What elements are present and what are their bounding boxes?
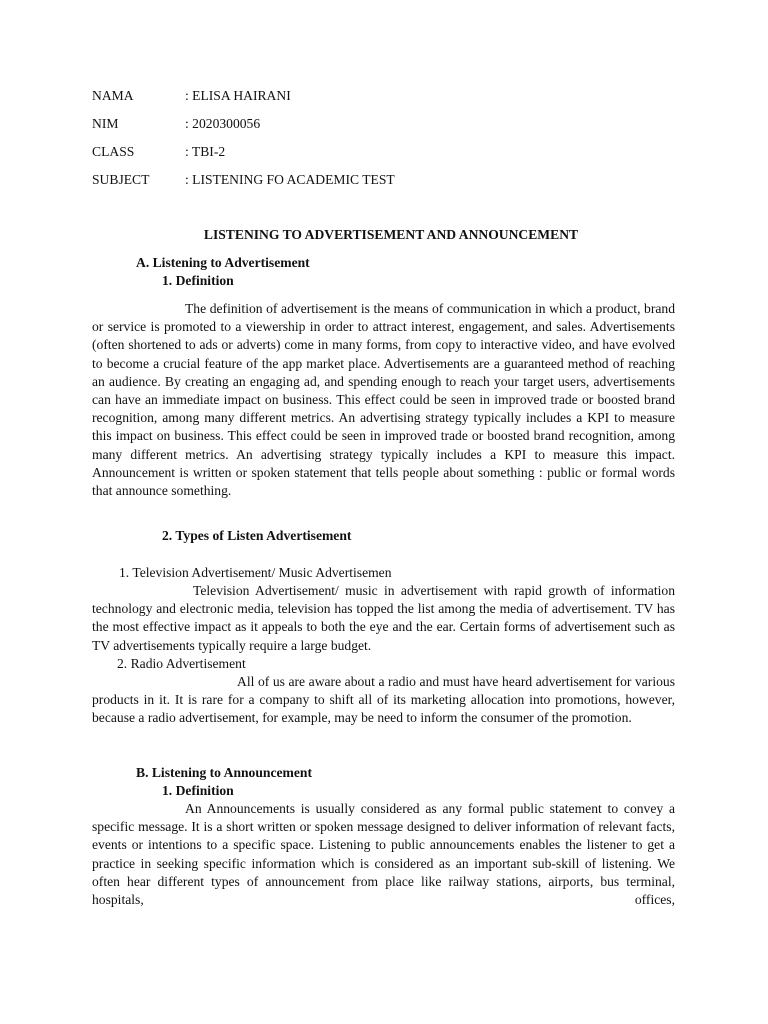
type-2-label: 2. Radio Advertisement [117, 656, 246, 671]
type-1-paragraph [92, 582, 675, 655]
document-title: LISTENING TO ADVERTISEMENT AND ANNOUNCEMENT [203, 227, 579, 242]
advertisement-definition-paragraph [92, 300, 675, 500]
info-row-nim [92, 115, 395, 143]
student-info-header [92, 87, 395, 199]
info-label: CLASS [92, 144, 135, 159]
section-a-definition-heading: 1. Definition [162, 273, 234, 288]
info-value: : LISTENING FO ACADEMIC TEST [185, 172, 395, 187]
paragraph-text: All of us are aware about a radio and must have heard advertisement for various products in it. It is rare for a company to shift all of its marketing allocation into promotions, however, because a radio advertisement, for example, may be need to inform the consumer of the promotion. [92, 674, 675, 726]
info-label: SUBJECT [92, 172, 150, 187]
info-label: NIM [92, 116, 119, 131]
type-1-label: 1. Television Advertisement/ Music Advertisemen [119, 565, 392, 580]
info-row-nama [92, 87, 395, 115]
info-value: : ELISA HAIRANI [185, 88, 291, 103]
types-heading: 2. Types of Listen Advertisement [162, 528, 352, 543]
info-value: : 2020300056 [185, 116, 261, 131]
type-2-paragraph [92, 673, 675, 728]
section-b-definition-heading: 1. Definition [162, 783, 234, 798]
announcement-definition-paragraph [92, 800, 675, 909]
info-value: : TBI-2 [185, 144, 226, 159]
paragraph-text: Television Advertisement/ music in advertisement with rapid growth of information technology and electronic media, television has topped the list among the media of advertisement. TV has the most effective impact as it appeals to both the eye and the ear. Certain forms of advertisement such as TV advertisements typically require a large budget. [92, 583, 675, 653]
info-label: NAMA [92, 88, 134, 103]
section-a-heading: A. Listening to Advertisement [136, 255, 310, 270]
paragraph-text: The definition of advertisement is the means of communication in which a product, brand or service is promoted to a viewership in order to attract interest, engagement, and sales. Advertisements (often shortened to ads or adverts) come in many forms, from copy to interactive video, and have evolved to become a crucial feature of the app market place. Advertisements are a guaranteed method of reaching an audience. By creating an engaging ad, and spending enough to reach your target users, advertisements can have an immediate impact on business. This effect could be seen in improved trade or boosted brand recognition, among many different metrics. An advertising strategy typically includes a KPI to measure this impact on business. This effect could be seen in improved trade or boosted brand recognition, among many different metrics. An advertising strategy typically includes a KPI to measure this impact. Announcement is written or spoken statement that tells people about something : public or formal words that announce something. [92, 301, 675, 499]
info-row-subject [92, 171, 395, 199]
paragraph-text: An Announcements is usually considered as any formal public statement to convey a specific message. It is a short written or spoken message designed to deliver information of relevant facts, events or intentions to a specific space. Listening to public announcements enables the listener to get a practice in seeking specific information which is considered as an important sub-skill of listening. We often hear different types of announcement from place like railway stations, airports, bus terminal, hospitals, offices, [92, 801, 675, 908]
section-b-heading: B. Listening to Announcement [136, 765, 312, 780]
info-row-class [92, 143, 395, 171]
